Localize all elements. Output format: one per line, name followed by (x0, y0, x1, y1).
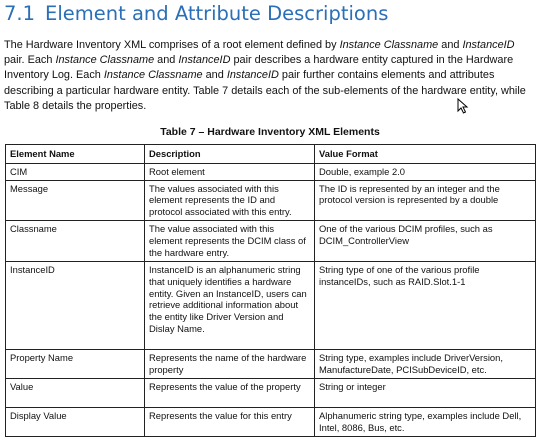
cell-element-name: Value (6, 378, 145, 407)
table-row (6, 180, 536, 220)
para-text: and (438, 39, 463, 51)
mouse-pointer-icon (457, 98, 469, 114)
para-text: pair describes a hardware entity captured in the Hardware Inventory Log. Each (4, 54, 514, 82)
cell-element-name: Classname (6, 220, 145, 261)
para-term: InstanceID (226, 69, 279, 82)
cell-value-format: String type of one of the various profile instanceIDs, such as RAID.Slot.1-1 (315, 261, 536, 349)
table-row (6, 378, 536, 407)
para-text: and (154, 54, 179, 67)
cell-element-name: Property Name (6, 349, 145, 378)
section-number: 7.1 (4, 2, 36, 25)
hardware-inventory-table (5, 144, 536, 437)
header-element-name: Element Name (6, 145, 145, 164)
table-row (6, 261, 536, 349)
para-term: Instance Classname (339, 39, 439, 51)
cell-description: Root element (145, 163, 315, 180)
table-row (6, 220, 536, 261)
section-heading (4, 2, 388, 25)
table-row (6, 163, 536, 180)
para-text: The Hardware Inventory XML comprises of a root element defined by (4, 39, 340, 51)
cell-description: The values associated with this element represents the ID and protocol associated with this entry. (145, 180, 315, 220)
cell-description: Represents the value for this entry (145, 407, 315, 436)
cell-description: The value associated with this element represents the DCIM class of the hardware entry. (145, 220, 315, 261)
section-title: Element and Attribute Descriptions (45, 2, 389, 25)
para-term: InstanceID (462, 39, 515, 51)
cell-value-format: String type, examples include DriverVersion, ManufactureDate, PCISubDeviceID, etc. (315, 349, 536, 378)
header-description: Description (145, 145, 315, 164)
table-row (6, 349, 536, 378)
cell-value-format: The ID is represented by an integer and the protocol version is represented by a double (315, 180, 536, 220)
para-term: Instance Classname (103, 69, 203, 82)
para-text: pair. Each (4, 54, 56, 67)
para-text: pair further contains elements and attributes describing a particular hardware entity. Table 7 details each of the sub-elements of the hardware entity, while Table 8 details the properties. (4, 69, 526, 112)
cell-element-name: Message (6, 180, 145, 220)
cell-value-format: Alphanumeric string type, examples include Dell, Intel, 8086, Bus, etc. (315, 407, 536, 436)
cell-description: Represents the value of the property (145, 378, 315, 407)
header-value-format: Value Format (315, 145, 536, 164)
para-term: InstanceID (178, 54, 231, 67)
table-header-row (6, 145, 536, 164)
cell-value-format: Double, example 2.0 (315, 163, 536, 180)
table-row (6, 407, 536, 436)
cell-element-name: CIM (6, 163, 145, 180)
para-text: and (202, 69, 227, 82)
para-term: Instance Classname (55, 54, 155, 67)
cell-value-format: One of the various DCIM profiles, such as DCIM_ControllerView (315, 220, 536, 261)
cell-description: InstanceID is an alphanumeric string that uniquely identifies a hardware entity. Given an InstanceID, users can retrieve additional information about the entity like Driver Version and Dislay Name. (145, 261, 315, 349)
cell-element-name: InstanceID (6, 261, 145, 349)
cell-description: Represents the name of the hardware property (145, 349, 315, 378)
table-caption: Table 7 – Hardware Inventory XML Elements (160, 126, 380, 138)
cell-value-format: String or integer (315, 378, 536, 407)
cell-element-name: Display Value (6, 407, 145, 436)
